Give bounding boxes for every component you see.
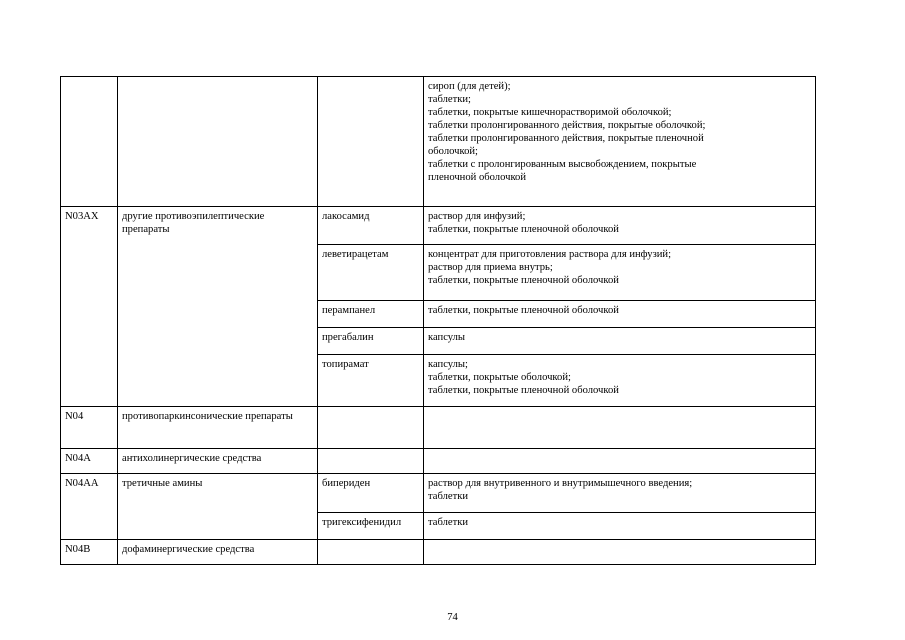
table-row [61,474,816,513]
dosage-form: таблетки, покрытые кишечнорастворимой оболочкой; [428,107,672,118]
dosage-form: таблетки [428,517,469,528]
drug-name-cell [318,407,424,449]
dosage-form: таблетки; [428,94,471,105]
dosage-forms-cell [424,245,816,301]
group-name-cell: третичные амины [118,474,318,540]
drug-name-cell: прегабалин [318,328,424,355]
table-row [61,449,816,474]
table-row [61,407,816,449]
dosage-form: таблетки, покрытые пленочной оболочкой [428,275,619,286]
table-row [61,207,816,245]
group-name-cell: дофаминергические средства [118,540,318,565]
drug-name-cell: леветирацетам [318,245,424,301]
dosage-form: таблетки с пролонгированным высвобождением, покрытые [428,159,697,170]
dosage-forms-cell [424,355,816,407]
dosage-form: раствор для приема внутрь; [428,262,553,273]
drug-name-cell: тригексифенидил [318,513,424,540]
drug-name-cell [318,77,424,207]
dosage-forms-cell [424,301,816,328]
dosage-form: таблетки, покрытые пленочной оболочкой [428,305,619,316]
group-name-cell: противопаркинсонические препараты [118,407,318,449]
dosage-forms-cell [424,474,816,513]
dosage-form: таблетки, покрытые оболочкой; [428,372,571,383]
dosage-form: таблетки пролонгированного действия, покрытые оболочкой; [428,120,706,131]
drug-name-cell: топирамат [318,355,424,407]
atc-code-cell: N04AA [61,474,118,540]
dosage-form: таблетки [428,491,469,502]
group-name-cell: другие противоэпилептические препараты [118,207,318,407]
drug-name-cell [318,449,424,474]
dosage-form: раствор для инфузий; [428,211,526,222]
dosage-form: концентрат для приготовления раствора для инфузий; [428,249,672,260]
atc-code-cell: N04B [61,540,118,565]
dosage-form: пленочной оболочкой [428,172,527,183]
atc-code-cell [61,77,118,207]
dosage-form: раствор для внутривенного и внутримышечного введения; [428,478,693,489]
table-row [61,77,816,207]
drug-name-cell: лакосамид [318,207,424,245]
atc-code-cell: N04A [61,449,118,474]
group-name-cell [118,77,318,207]
dosage-forms-cell [424,407,816,449]
dosage-form: таблетки, покрытые пленочной оболочкой [428,224,619,235]
dosage-form: капсулы [428,332,466,343]
page-number: 74 [447,612,458,623]
dosage-form: оболочкой; [428,146,478,157]
dosage-form: таблетки, покрытые пленочной оболочкой [428,385,619,396]
dosage-form: таблетки пролонгированного действия, покрытые пленочной [428,133,704,144]
drug-name-cell: бипериден [318,474,424,513]
drug-name-cell: перампанел [318,301,424,328]
group-name-cell: антихолинергические средства [118,449,318,474]
dosage-form: капсулы; [428,359,468,370]
dosage-form: сироп (для детей); [428,81,511,92]
dosage-forms-cell [424,207,816,245]
atc-code-cell: N04 [61,407,118,449]
table-row [61,540,816,565]
drug-name-cell [318,540,424,565]
atc-code-cell: N03AX [61,207,118,407]
dosage-forms-cell [424,328,816,355]
dosage-forms-cell [424,449,816,474]
dosage-forms-cell [424,540,816,565]
dosage-forms-cell [424,513,816,540]
dosage-forms-cell [424,77,816,207]
drug-table [60,76,816,565]
